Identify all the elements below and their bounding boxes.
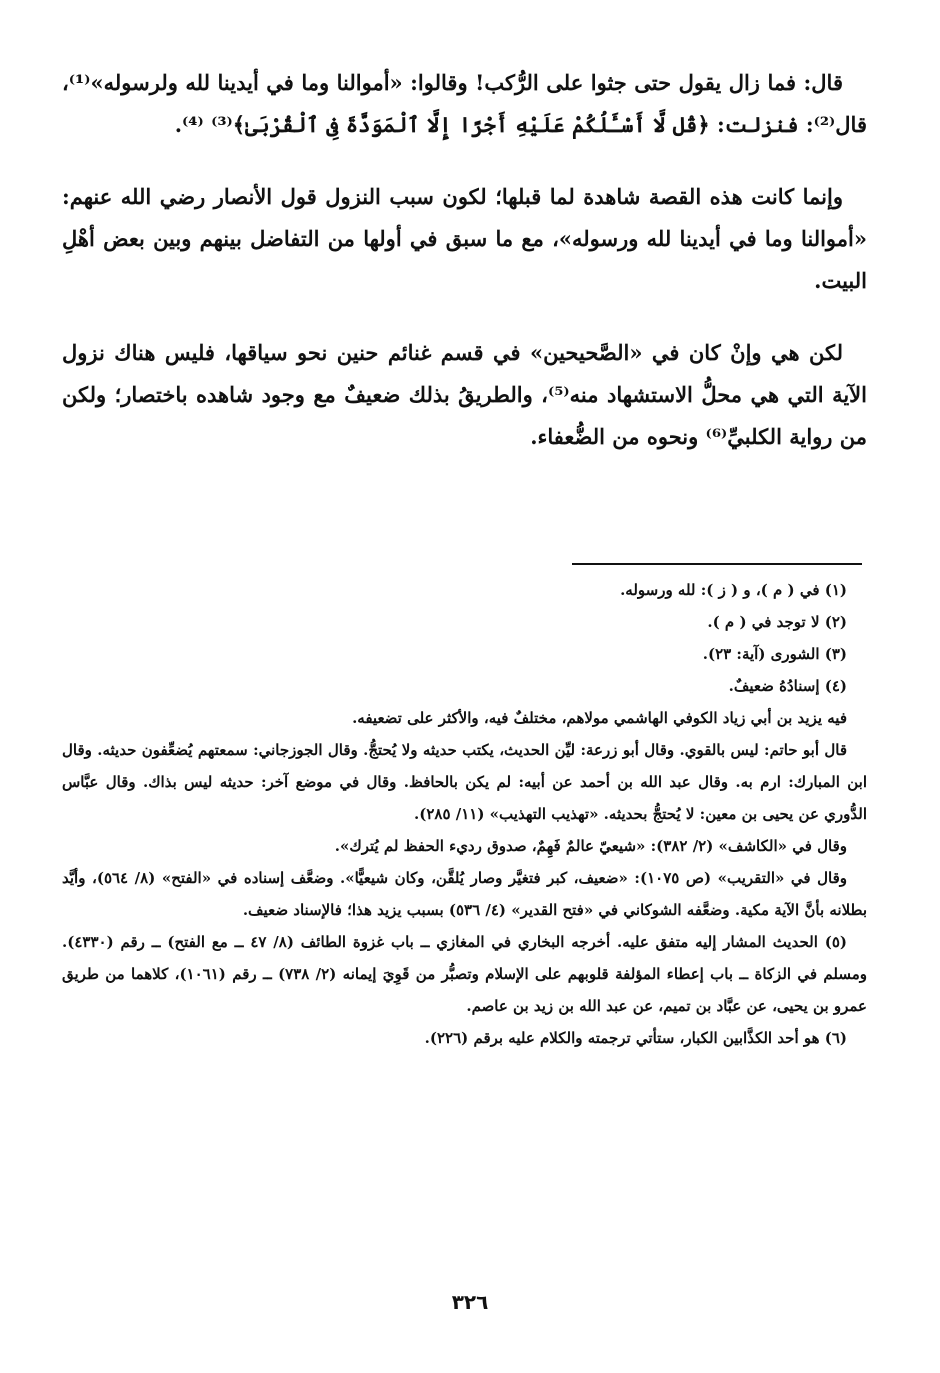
paragraph-2: وإنما كانت هذه القصة شاهدة لما قبلها؛ لكون سبب النزول قول الأنصار رضي الله عنهم: «أموالنا وما في أيدينا لله ورسوله»، مع ما سبق في أولها من التفاضل بينهم وبين بعض أهْلِ البيت. [62,184,867,293]
paragraph-3: لكن هي وإنْ كان في «الصَّحيحين» في قسم غنائم حنين نحو سياقها، فليس هناك نزول الآية التي هي محلُّ الاستشهاد منه⁽⁵⁾، والطريقُ بذلك ضعيفٌ مع وجود شاهده باختصار؛ ولكن من رواية الكلبيِّ⁽⁶⁾ ونحوه من الضُّعفاء. [62,340,867,449]
page-number: ٣٢٦ [451,1290,489,1314]
footnote-2: (٢) لا توجد في ( م ). [707,613,847,631]
footnote-4-text-4: وقال في «التقريب» (ص ١٠٧٥): «ضعيف، كبر فتغيَّر وصار يُلقَّن، وكان شيعيًّا». وضعَّف إسناده في «الفتح» (٨/ ٥٦٤)، وأيَّد بطلانه بأنَّ الآية مكية. وضعَّفه الشوكاني في «فتح القدير» (٤/ ٥٣٦) بسبب يزيد هذا؛ فالإسناد ضعيف. [62,869,867,919]
footnote-4-text-3: وقال في «الكاشف» (٢/ ٣٨٢): «شيعيّ عالمٌ فَهِمٌ، صدوق رديء الحفظ لم يُترك». [334,837,847,855]
main-text [62,62,867,488]
footnote-5: (٥) الحديث المشار إليه متفق عليه. أخرجه البخاري في المغازي ــ باب غزوة الطائف (٨/ ٤٧ ــ مع الفتح) ــ رقم (٤٣٣٠). ومسلم في الزكاة ــ باب إعطاء المؤلفة قلوبهم على الإسلام وتصبُّر من قَوِيَ إيمانه (٢/ ٧٣٨) ــ رقم (١٠٦١)، كلاهما من طريق عمرو بن يحيى، عن عبَّاد بن تميم، عن عبد الله بن زيد بن عاصم. [62,933,868,1015]
footnotes [62,574,867,1054]
footnote-4: (٤) إسنادُهُ ضعيفٌ. [728,677,847,695]
paragraph-1: قال: فما زال يقول حتى جثوا على الرُّكب! وقالوا: «أموالنا وما في أيدينا لله ولرسوله»⁽¹⁾، قال⁽²⁾: فنزلت: ﴿قُل لَّا أَسْـَٔلُكُمْ عَلَيْهِ أَجْرًا إِلَّا ٱلْمَوَدَّةَ فِى ٱلْقُرْبَىٰ﴾⁽³⁾ ⁽⁴⁾. [62,70,867,137]
footnote-separator [572,563,862,565]
footnote-4-text-1: فيه يزيد بن أبي زياد الكوفي الهاشمي مولاهم، مختلفٌ فيه، والأكثر على تضعيفه. [352,709,847,727]
footnote-1: (١) في ( م )، و ( ز ): لله ورسوله. [620,581,847,599]
footnote-3: (٣) الشورى (آية: ٢٣). [702,645,847,663]
footnote-4-text-2: قال أبو حاتم: ليس بالقوي. وقال أبو زرعة: ليِّن الحديث، يكتب حديثه ولا يُحتجُّ. وقال الجوزجاني: سمعتهم يُضعِّفون حديثه. وقال ابن المبارك: ارم به. وقال عبد الله بن أحمد عن أبيه: لم يكن بالحافظ. وقال في موضع آخر: حديثه ليس بذاك. وقال عبَّاس الدُّوري عن يحيى بن معين: لا يُحتجُّ بحديثه. «تهذيب التهذيب» (١١/ ٢٨٥). [62,741,867,823]
footnote-6: (٦) هو أحد الكذَّابين الكبار، ستأتي ترجمته والكلام عليه برقم (٢٢٦). [424,1029,847,1047]
